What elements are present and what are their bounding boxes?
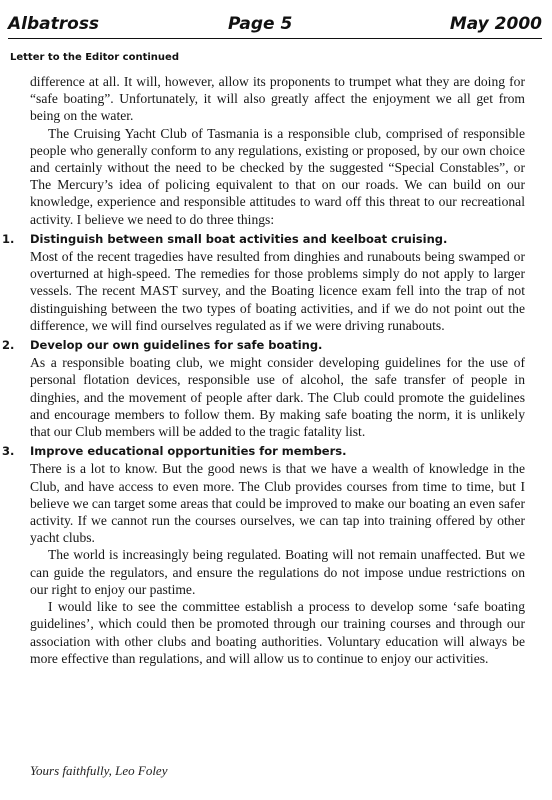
item-heading: Improve educational opportunities for members. (30, 444, 347, 459)
section-subheading: Letter to the Editor continued (10, 52, 179, 63)
numbered-item (2, 231, 525, 334)
item-text: Most of the recent tragedies have resulted from dinghies and runabouts being swamped or overturned at high-speed. The remedies for those problems simply do not apply to larger vessels. The recent MAST survey, and the Boating licence exam fell into the trap of not distinguishing between the two types of boating activities, and if we do not point out the difference, we will find ourselves regulated as if we were driving runabouts. (30, 249, 525, 333)
page-number: Page 5 (228, 14, 293, 34)
paragraph: difference at all. It will, however, allow its proponents to trumpet what they are doing for “safe boating”. Unfortunately, it will also greatly affect the enjoyment we all get from being on the water. (30, 74, 525, 124)
page-header (8, 8, 542, 36)
item-number: 3. (2, 444, 15, 459)
item-heading: Distinguish between small boat activities and keelboat cruising. (30, 231, 448, 246)
signature: Yours faithfully, Leo Foley (30, 763, 168, 778)
paragraph: I would like to see the committee establish a process to develop some ‘safe boating guidelines’, which could then be promoted through our training courses and through our association with other clubs and boating authorities. Voluntary education will always be more effective than regulations, and will allow us to continue to enjoy our activities. (30, 599, 525, 666)
numbered-item (2, 443, 525, 546)
item-heading: Develop our own guidelines for safe boating. (30, 338, 323, 353)
item-number: 1. (2, 231, 15, 246)
issue-date: May 2000 (449, 14, 542, 34)
item-text: There is a lot to know. But the good news is that we have a wealth of knowledge in the Club, and have access to even more. The Club provides courses from time to time, but I believe we can target some areas that could be improved to make our boating an even safer activity. If we cannot run the courses ourselves, we can tap into training offered by other yacht clubs. (30, 461, 525, 546)
letter-body (2, 73, 525, 667)
newsletter-title: Albatross (8, 14, 100, 34)
paragraph: The world is increasingly being regulated. Boating will not remain unaffected. But we can guide the regulators, and ensure the regulations do not impose undue restrictions on our right to enjoy our pastime. (30, 547, 525, 597)
paragraph: The Cruising Yacht Club of Tasmania is a responsible club, comprised of responsible people who generally conform to any regulations, existing or proposed, by our own choice and certainly without the need to be checked by the suggested “Special Constables”, or The Mercury’s idea of policing equivalent to that on our roads. We can build on our knowledge, experience and responsible attitudes to ward off this threat to our recreational activity. I believe we need to do three things: (30, 125, 525, 227)
numbered-item (2, 337, 525, 440)
item-text: As a responsible boating club, we might consider developing guidelines for the use of personal flotation devices, responsible use of alcohol, the safe transfer of people in dinghies, and the movement of people after dark. The Club could promote the guidelines and encourage members to follow them. By making safe boating the norm, it is unlikely that our Club members will be added to the tragic fatality list. (30, 355, 525, 440)
item-number: 2. (2, 338, 15, 353)
header-rule (8, 38, 542, 39)
